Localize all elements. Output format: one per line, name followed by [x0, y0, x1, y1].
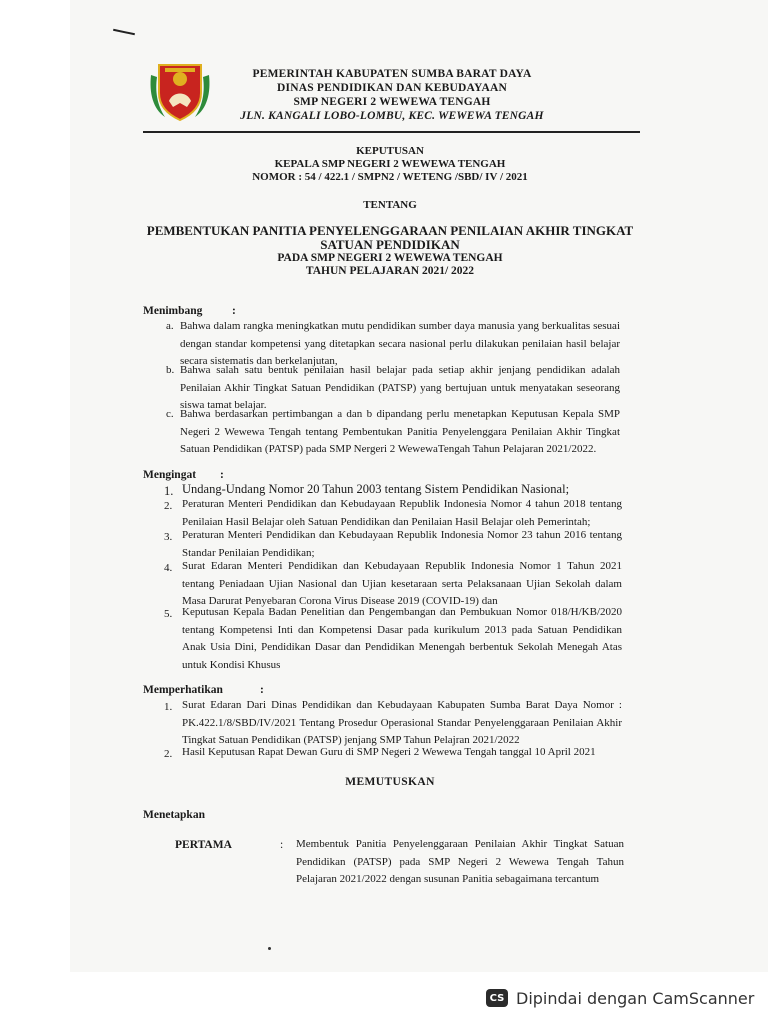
decree-kepala: KEPALA SMP NEGERI 2 WEWEWA TENGAH	[274, 158, 506, 170]
menimbang-marker-a: a.	[166, 320, 174, 332]
mengingat-marker-3: 3.	[164, 531, 173, 543]
menimbang-item-b: Bahwa salah satu bentuk penilaian hasil belajar pada setiap akhir jenjang pendidikan adalah Penilaian Akhir Tingkat Satuan Pendidikan (PATSP) yang bertujuan untuk menyatakan seseorang siswa tamat belajar.	[180, 364, 620, 411]
mengingat-marker-4: 4.	[164, 562, 173, 574]
menetapkan-label: Menetapkan	[143, 809, 205, 821]
menimbang-marker-c: c.	[166, 408, 174, 420]
pertama-label: PERTAMA	[175, 839, 232, 851]
mengingat-item-3: Peraturan Menteri Pendidikan dan Kebudayaan Republik Indonesia Nomor 23 tahun 2016 tentang Standar Penilaian Pendidikan;	[182, 529, 622, 559]
memperhatikan-item-2: Hasil Keputusan Rapat Dewan Guru di SMP Negeri 2 Wewewa Tengah tanggal 10 April 2021	[182, 746, 596, 758]
mengingat-item-2: Peraturan Menteri Pendidikan dan Kebudayaan Republik Indonesia Nomor 4 tahun 2018 tentang Penilaian Hasil Belajar oleh Satuan Pendidikan dan Penilaian Hasil Belajar oleh Pemerintah;	[182, 498, 622, 528]
decree-heading	[140, 145, 640, 184]
menimbang-colon: :	[232, 305, 236, 317]
title-line-1: PEMBENTUKAN PANITIA PENYELENGGARAAN PENILAIAN AKHIR TINGKAT	[146, 223, 634, 238]
decree-nomor: NOMOR : 54 / 422.1 / SMPN2 / WETENG /SBD/ IV / 2021	[252, 171, 528, 183]
mengingat-item-5: Keputusan Kepala Badan Penelitian dan Pengembangan dan Pembukuan Nomor 018/H/KB/2020 tentang Kompetensi Inti dan Kompetensi Dasar pada kurikulum 2013 pada Satuan Pendidikan Anak Usia Dini, Pendidikan Dasar dan Pendidikan Menengah berbentuk Sekolah Menegah Atas untuk Kondisi Khusus	[182, 606, 622, 671]
mengingat-label: Mengingat	[143, 469, 197, 481]
title-line-3: PADA SMP NEGERI 2 WEWEWA TENGAH	[277, 252, 503, 264]
mengingat-colon: :	[220, 469, 224, 481]
memperhatikan-marker-1: 1.	[164, 701, 173, 713]
mengingat-marker-1: 1.	[164, 484, 174, 498]
title-line-2: SATUAN PENDIDIKAN	[320, 237, 460, 252]
letterhead-school: SMP NEGERI 2 WEWEWA TENGAH	[293, 96, 491, 108]
letterhead-divider	[143, 131, 640, 133]
memperhatikan-colon: :	[260, 684, 264, 696]
letterhead-department: DINAS PENDIDIKAN DAN KEBUDAYAAN	[277, 82, 507, 94]
menimbang-item-c: Bahwa berdasarkan pertimbangan a dan b dipandang perlu menetapkan Keputusan Kepala SMP Negeri 2 Wewewa Tengah tentang Pembentukan Panitia Penyelenggara Penilaian Akhir Tingkat Satuan Pendidikan (PATSP) pada SMP Nergeri 2 WewewaTengah Tahun Pelajaran 2021/2022.	[180, 408, 620, 455]
pertama-colon: :	[280, 839, 284, 851]
letterhead	[232, 67, 552, 123]
memperhatikan-label: Memperhatikan	[143, 684, 223, 696]
decree-keputusan: KEPUTUSAN	[356, 145, 424, 157]
title-line-4: TAHUN PELAJARAN 2021/ 2022	[305, 265, 475, 277]
mengingat-marker-2: 2.	[164, 500, 173, 512]
pertama-text: Membentuk Panitia Penyelenggaraan Penilaian Akhir Tingkat Satuan Pendidikan (PATSP) pada SMP Negeri 2 Wewewa Tengah Tahun Pelajaran 2021/2022 dengan susunan Panitia sebagaimana tercantum	[296, 838, 624, 885]
menimbang-label: Menimbang	[143, 305, 203, 317]
camscanner-text: Dipindai dengan CamScanner	[516, 988, 755, 1008]
mengingat-item-4: Surat Edaran Menteri Pendidikan dan Kebudayaan Republik Indonesia Nomor 1 Tahun 2021 tentang Peniadaan Ujian Nasional dan Ujian kesetaraan serta Pelaksanaan Ujian Sekolah dalam Masa Darurat Penyebaran Corona Virus Disease 2019 (COVID-19) dan	[182, 560, 622, 607]
letterhead-address: JLN. KANGALI LOBO-LOMBU, KEC. WEWEWA TENGAH	[240, 110, 544, 122]
memutuskan-heading: MEMUTUSKAN	[345, 776, 435, 788]
menimbang-marker-b: b.	[166, 364, 175, 376]
regency-emblem-logo	[145, 57, 215, 123]
menimbang-item-a: Bahwa dalam rangka meningkatkan mutu pendidikan sumber daya manusia yang berkualitas sesuai dengan standar kompetensi yang ditetapkan secara nasional perlu dilakukan penilaian hasil belajar secara sistematis dan berkelanjutan,	[180, 320, 620, 367]
stray-dot-mark	[268, 947, 271, 950]
camscanner-icon: CS	[486, 989, 508, 1007]
letterhead-government: PEMERINTAH KABUPATEN SUMBA BARAT DAYA	[252, 68, 532, 80]
decree-tentang: TENTANG	[363, 199, 417, 211]
camscanner-badge	[470, 983, 758, 1013]
memperhatikan-marker-2: 2.	[164, 748, 173, 760]
mengingat-item-1: Undang-Undang Nomor 20 Tahun 2003 tentang Sistem Pendidikan Nasional;	[182, 482, 570, 496]
mengingat-marker-5: 5.	[164, 608, 173, 620]
decree-title	[140, 224, 640, 278]
memperhatikan-item-1: Surat Edaran Dari Dinas Pendidikan dan Kebudayaan Kabupaten Sumba Barat Daya Nomor : PK.422.1/8/SBD/IV/2021 Tentang Prosedur Operasional Standar Penyelenggaraan Penilaian Akhir Tingkat Satuan Pendidikan (PATSP) jenjang SMP Tahun Pelajran 2021/2022	[182, 699, 622, 746]
